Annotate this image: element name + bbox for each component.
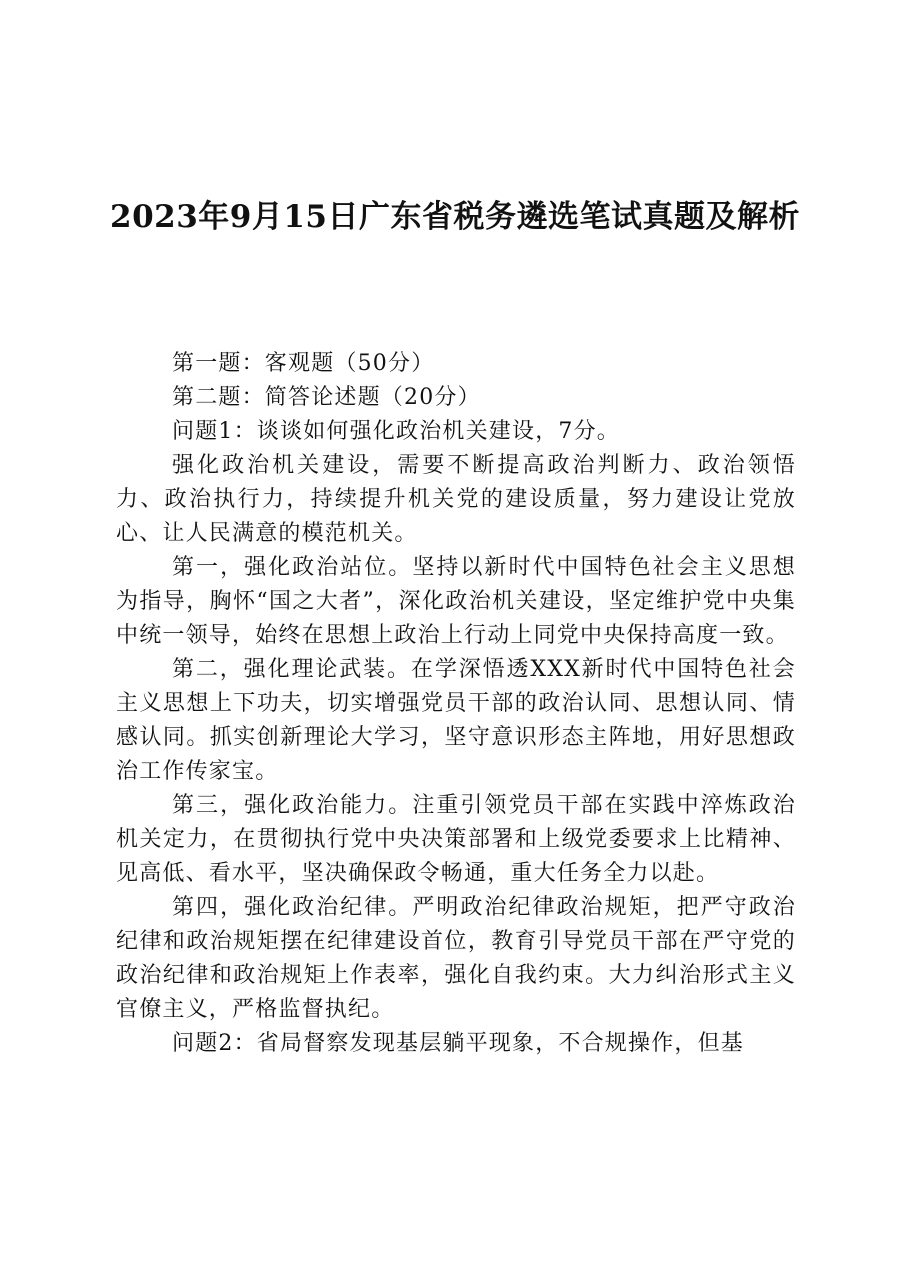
answer-point-3: 第三，强化政治能力。注重引领党员干部在实践中淬炼政治机关定力，在贯彻执行党中央决策部署和上级党委要求上比精神、见高低、看水平，坚决确保政令畅通，重大任务全力以赴。 [116, 793, 796, 886]
document-title: 2023年9月15日广东省税务遴选笔试真题及解析 [110, 199, 800, 235]
answer-point-4: 第四，强化政治纪律。严明政治纪律政治规矩，把严守政治纪律和政治规矩摆在纪律建设首位，教育引导党员干部在严守党的政治纪律和政治规矩上作表率，强化自我约束。大力纠治形式主义官僚主义，严格监督执纪。 [116, 895, 796, 1022]
section-heading-objective: 第一题：客观题（50分） [172, 351, 435, 376]
question-2: 问题2：省局督察发现基层躺平现象，不合规操作，但基 [172, 1031, 744, 1056]
answer-intro-paragraph: 强化政治机关建设，需要不断提高政治判断力、政治领悟力、政治执行力，持续提升机关党的建设质量，努力建设让党放心、让人民满意的模范机关。 [116, 453, 796, 546]
question-1: 问题1：谈谈如何强化政治机关建设，7分。 [172, 419, 620, 444]
document-body [116, 347, 796, 1061]
section-heading-essay: 第二题：简答论述题（20分） [172, 385, 481, 410]
answer-point-1: 第一，强化政治站位。坚持以新时代中国特色社会主义思想为指导，胸怀“国之大者”，深化政治机关建设，坚定维护党中央集中统一领导，始终在思想上政治上行动上同党中央保持高度一致。 [116, 555, 796, 648]
answer-point-2: 第二，强化理论武装。在学深悟透XXX新时代中国特色社会主义思想上下功夫，切实增强党员干部的政治认同、思想认同、情感认同。抓实创新理论大学习，坚守意识形态主阵地，用好思想政治工作传家宝。 [116, 657, 796, 784]
